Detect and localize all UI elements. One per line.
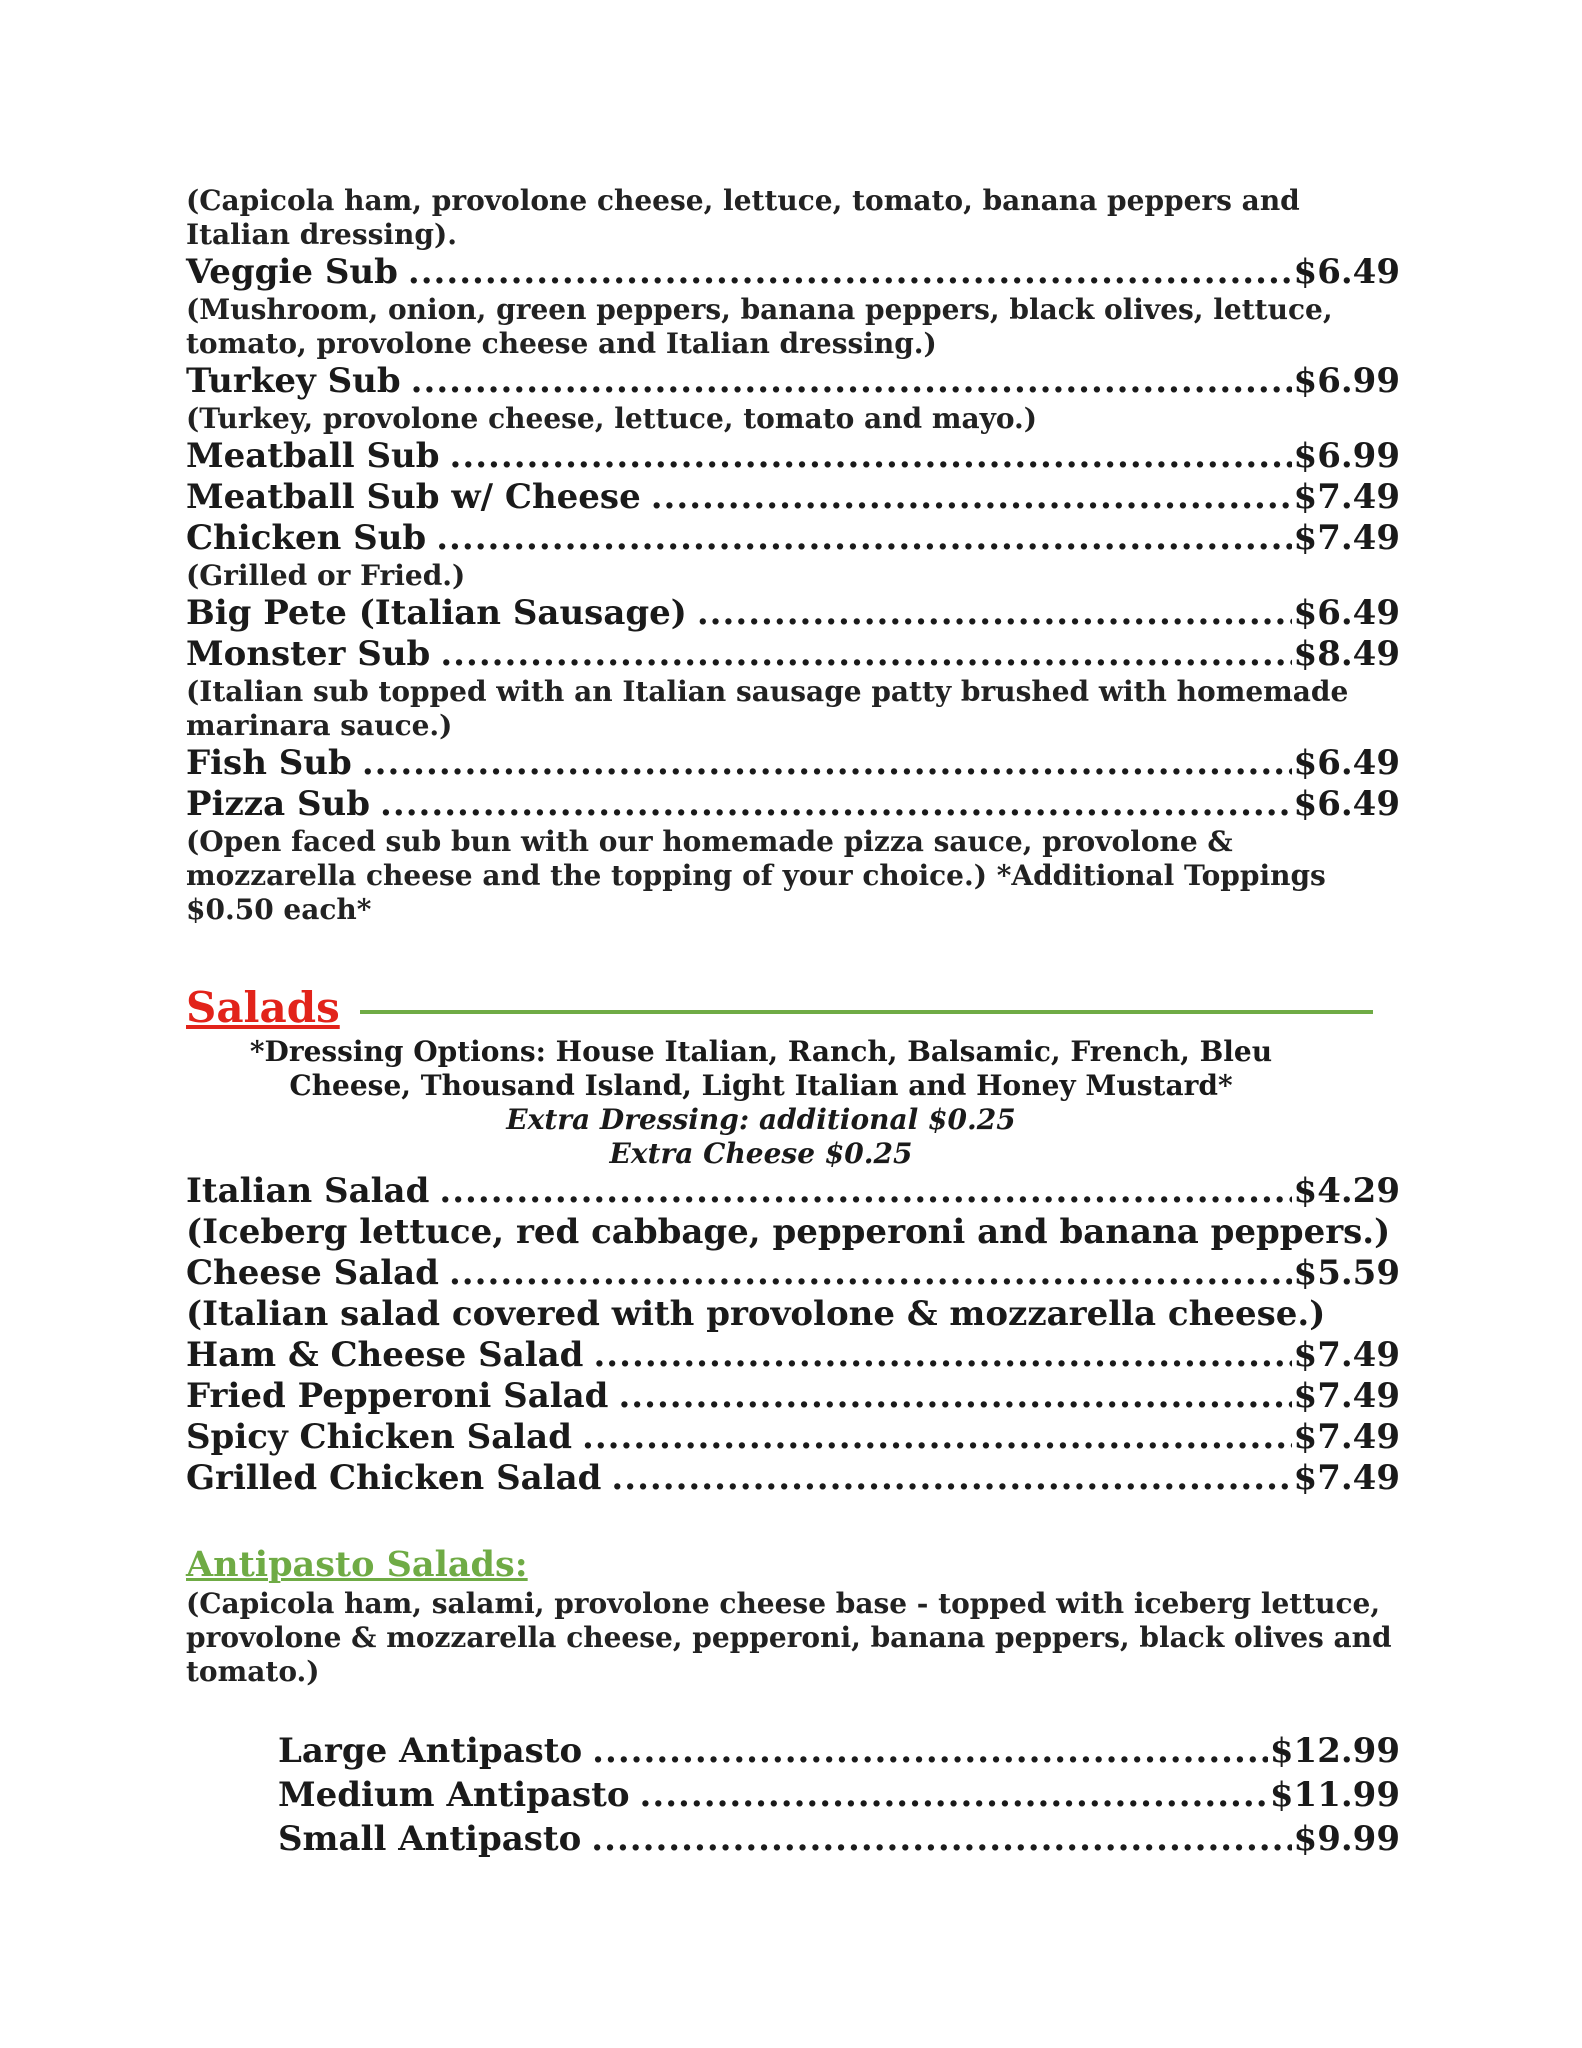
menu-item-medium-antipasto: [278, 1773, 1400, 1817]
dot-leader: [380, 784, 1292, 825]
menu-item-price: $6.49: [1293, 252, 1400, 292]
salads-section-header: [186, 979, 1400, 1035]
menu-item-big-pete-italian-sausage: [186, 593, 1400, 634]
menu-item-price: $12.99: [1269, 1731, 1400, 1771]
menu-item-price: $5.59: [1293, 1253, 1400, 1293]
menu-item-price: $6.49: [1293, 743, 1400, 783]
menu-item-price: $6.49: [1293, 784, 1400, 824]
dressing-options: *Dressing Options: House Italian, Ranch, Balsamic, French, Bleu Cheese, Thousand Island, Light Italian and Honey Mustard*: [249, 1035, 1273, 1102]
menu-item-cheese-salad: [186, 1253, 1400, 1294]
menu-item-small-antipasto: [278, 1817, 1400, 1861]
dot-leader: [592, 1729, 1268, 1773]
menu-item-name: Medium Antipasto: [278, 1775, 630, 1815]
menu-item-name: Fried Pepperoni Salad: [186, 1376, 609, 1416]
menu-item-price: $7.49: [1293, 1335, 1400, 1375]
menu-item-price: $6.49: [1293, 593, 1400, 633]
dot-leader: [611, 1458, 1291, 1499]
antipasto-description: (Capicola ham, salami, provolone cheese base - topped with iceberg lettuce, provolone & mozzarella cheese, pepperoni, banana peppers, black olives and tomato.): [186, 1587, 1392, 1688]
salads-divider: [360, 1010, 1373, 1014]
dot-leader: [640, 1773, 1268, 1817]
item-description: (Italian sub topped with an Italian sausage patty brushed with homemade marinara sauce.): [186, 675, 1349, 742]
dot-leader: [651, 477, 1292, 518]
menu-item-price: $8.49: [1293, 634, 1400, 674]
menu-item-veggie-sub: [186, 252, 1400, 293]
menu-item-name: Big Pete (Italian Sausage): [186, 593, 687, 633]
menu-item-name: Turkey Sub: [186, 361, 401, 401]
dot-leader: [449, 1253, 1292, 1294]
menu-item-price: $7.49: [1293, 1417, 1400, 1457]
dot-leader: [362, 743, 1292, 784]
dot-leader: [439, 1171, 1291, 1212]
menu-item-price: $11.99: [1269, 1775, 1400, 1815]
dot-leader: [440, 634, 1291, 675]
menu-item-name: Small Antipasto: [278, 1819, 582, 1859]
menu-item-name: Fish Sub: [186, 743, 352, 783]
menu-item-fish-sub: [186, 743, 1400, 784]
menu-item-name: Cheese Salad: [186, 1253, 439, 1293]
menu-item-price: $9.99: [1293, 1819, 1400, 1859]
menu-item-name: Meatball Sub w/ Cheese: [186, 477, 641, 517]
item-description: (Mushroom, onion, green peppers, banana peppers, black olives, lettuce, tomato, provolone cheese and Italian dressing.): [186, 293, 1333, 360]
menu-item-price: $7.49: [1293, 1376, 1400, 1416]
menu-item-chicken-sub: [186, 518, 1400, 559]
menu-item-name: Grilled Chicken Salad: [186, 1458, 602, 1498]
dot-leader: [408, 252, 1292, 293]
menu-item-name: Ham & Cheese Salad: [186, 1335, 584, 1375]
dot-leader: [411, 361, 1292, 402]
extra-cheese-note: Extra Cheese $0.25: [609, 1137, 913, 1170]
item-description: (Iceberg lettuce, red cabbage, pepperoni and banana peppers.): [186, 1212, 1391, 1252]
menu-item-meatball-sub: [186, 436, 1400, 477]
dot-leader: [450, 436, 1292, 477]
menu-item-grilled-chicken-salad: [186, 1458, 1400, 1499]
additional-toppings-note: *Additional Toppings $0.50 each*: [186, 859, 1326, 926]
menu-page: [186, 184, 1400, 1861]
menu-item-monster-sub: [186, 634, 1400, 675]
menu-item-name: Chicken Sub: [186, 518, 427, 558]
menu-item-price: $7.49: [1293, 518, 1400, 558]
extra-dressing-note: Extra Dressing: additional $0.25: [506, 1103, 1016, 1136]
menu-item-name: Large Antipasto: [278, 1731, 583, 1771]
menu-item-name: Veggie Sub: [186, 252, 398, 292]
menu-item-name: Meatball Sub: [186, 436, 440, 476]
subs-list: [186, 184, 1400, 825]
salads-title: Salads: [186, 982, 340, 1032]
dot-leader: [582, 1417, 1292, 1458]
menu-item-name: Spicy Chicken Salad: [186, 1417, 572, 1457]
dot-leader: [593, 1335, 1291, 1376]
menu-item-ham-cheese-salad: [186, 1335, 1400, 1376]
menu-item-italian-salad: [186, 1171, 1400, 1212]
menu-item-price: $7.49: [1293, 477, 1400, 517]
pizza-sub-description-text: (Open faced sub bun with our homemade pizza sauce, provolone & mozzarella cheese and the topping of your choice.): [186, 825, 1233, 892]
menu-item-turkey-sub: [186, 361, 1400, 402]
item-description: (Turkey, provolone cheese, lettuce, tomato and mayo.): [186, 402, 1038, 435]
dot-leader: [697, 593, 1292, 634]
antipasto-list: [186, 1729, 1400, 1861]
salads-list: [186, 1171, 1400, 1499]
menu-item-pizza-sub: [186, 784, 1400, 825]
menu-item-fried-pepperoni-salad: [186, 1376, 1400, 1417]
dot-leader: [436, 518, 1291, 559]
item-description: (Capicola ham, provolone cheese, lettuce, tomato, banana peppers and Italian dressing).: [186, 184, 1300, 251]
dot-leader: [618, 1376, 1291, 1417]
menu-item-name: Monster Sub: [186, 634, 431, 674]
menu-item-price: $7.49: [1293, 1458, 1400, 1498]
menu-item-price: $4.29: [1293, 1171, 1400, 1211]
menu-item-meatball-sub-w-cheese: [186, 477, 1400, 518]
menu-item-price: $6.99: [1293, 436, 1400, 476]
dot-leader: [591, 1817, 1291, 1861]
menu-item-name: Pizza Sub: [186, 784, 371, 824]
pizza-sub-description: [186, 825, 1400, 927]
item-description: (Grilled or Fried.): [186, 559, 466, 592]
antipasto-title: Antipasto Salads:: [186, 1544, 528, 1585]
menu-item-name: Italian Salad: [186, 1171, 430, 1211]
menu-item-spicy-chicken-salad: [186, 1417, 1400, 1458]
menu-item-large-antipasto: [278, 1729, 1400, 1773]
item-description: (Italian salad covered with provolone & mozzarella cheese.): [186, 1294, 1326, 1334]
menu-item-price: $6.99: [1293, 361, 1400, 401]
